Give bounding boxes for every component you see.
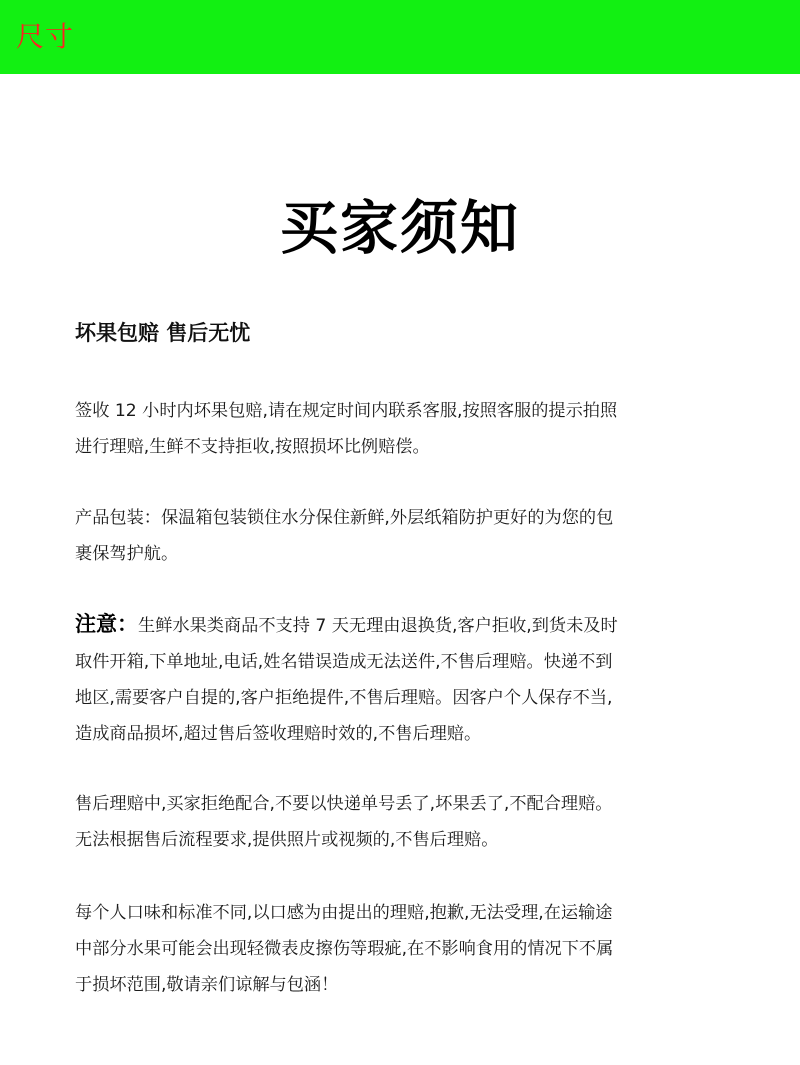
notice-label: 注意：	[75, 612, 138, 636]
section-subtitle: 坏果包赔 售后无忧	[75, 321, 251, 345]
paragraph-line: 造成商品损坏,超过售后签收理赔时效的,不售后理赔。	[75, 724, 482, 744]
paragraph-line: 裹保驾护航。	[75, 544, 179, 564]
paragraph-line: 取件开箱,下单地址,电话,姓名错误造成无法送件,不售后理赔。快递不到	[75, 652, 613, 672]
page-title: 买家须知	[279, 194, 520, 262]
notice-first-line: 生鲜水果类商品不支持 7 天无理由退换货,客户拒收,到货未及时	[138, 616, 618, 636]
size-label: 尺寸	[16, 20, 75, 53]
top-banner	[0, 0, 800, 74]
paragraph-packaging	[75, 500, 735, 572]
paragraph-taste-disclaimer	[75, 895, 735, 1003]
paragraph-line: 售后理赔中,买家拒绝配合,不要以快递单号丢了,坏果丢了,不配合理赔。	[75, 794, 613, 814]
paragraph-line: 每个人口味和标准不同,以口感为由提出的理赔,抱歉,无法受理,在运输途	[75, 903, 613, 923]
paragraph-line: 进行理赔,生鲜不支持拒收,按照损坏比例赔偿。	[75, 437, 430, 457]
paragraph-line: 签收 12 小时内坏果包赔,请在规定时间内联系客服,按照客服的提示拍照	[75, 401, 618, 421]
paragraph-line: 中部分水果可能会出现轻微表皮擦伤等瑕疵,在不影响食用的情况下不属	[75, 939, 614, 959]
paragraph-line: 地区,需要客户自提的,客户拒绝提件,不售后理赔。因客户个人保存不当,	[75, 688, 613, 708]
paragraph-claim-policy	[75, 393, 735, 465]
paragraph-line	[75, 606, 735, 644]
paragraph-line: 于损坏范围,敬请亲们谅解与包涵！	[75, 975, 339, 995]
paragraph-cooperation	[75, 786, 735, 858]
paragraph-line: 无法根据售后流程要求,提供照片或视频的,不售后理赔。	[75, 830, 499, 850]
paragraph-line: 产品包装：保温箱包装锁住水分保住新鲜,外层纸箱防护更好的为您的包	[75, 508, 614, 528]
paragraph-notice	[75, 606, 735, 752]
